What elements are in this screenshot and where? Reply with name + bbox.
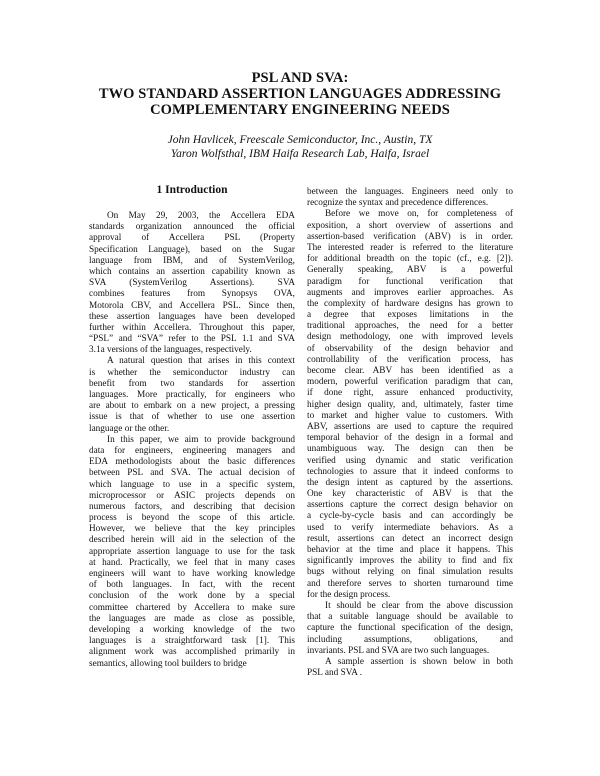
text-line: developing a working knowledge of the two bbox=[89, 624, 295, 635]
text-line: a degree that exposes limitations in the bbox=[307, 310, 513, 321]
text-line: and therefore serves to shorten turnaround time bbox=[307, 578, 513, 589]
text-line: for additional breadth on the topic (cf., e.g. [2]). bbox=[307, 254, 513, 265]
text-line: ABV, assertions are used to capture the required bbox=[307, 421, 513, 432]
text-line: data for engineers, engineering managers and bbox=[89, 445, 295, 456]
text-line: which language to use in a specific system, bbox=[89, 479, 295, 490]
text-line: language from IBM, and of SystemVerilog, bbox=[89, 255, 295, 266]
text-line: significantly improves the ability to find and fix bbox=[307, 556, 513, 567]
text-line: conclusion of the work done by a special bbox=[89, 591, 295, 602]
paper-title bbox=[0, 70, 600, 118]
text-line: higher design quality, and, ultimately, faster time bbox=[307, 399, 513, 410]
text-line: behavior at the time and place it happens. This bbox=[307, 545, 513, 555]
text-line: which contains an assertion capability known as bbox=[89, 266, 295, 277]
text-line: capture the functional specification of the design, bbox=[307, 623, 513, 634]
text-line: engineers will want to have working knowledge bbox=[89, 569, 295, 579]
text-line: recognize the syntax and precedence differences. bbox=[307, 198, 489, 209]
right-column bbox=[307, 187, 513, 679]
text-line: “PSL” and “SVA” refer to the PSL 1.1 and SVA bbox=[89, 334, 295, 345]
text-line: appropriate assertion language to use for the task bbox=[89, 546, 295, 557]
text-line: Specification Language), based on the Sugar bbox=[89, 244, 295, 255]
text-line: combines features from Synopsys OVA, bbox=[89, 289, 295, 300]
text-line: if done right, assure enhanced productivity, bbox=[307, 388, 513, 399]
text-line: is whether the semiconductor industry can bbox=[89, 367, 295, 378]
text-line: microprocessor or ASIC projects depends on bbox=[89, 490, 295, 501]
text-line: process is beyond the scope of this article. bbox=[89, 513, 295, 524]
text-line: Generally speaking, ABV is a powerful bbox=[307, 265, 513, 276]
paragraph bbox=[307, 601, 513, 657]
text-line: However, we believe that the key principles bbox=[89, 524, 295, 535]
text-line: The interested reader is referred to the literature bbox=[307, 242, 513, 253]
text-line: between PSL and SVA. The actual decision of bbox=[89, 468, 295, 479]
text-line: used to verify intermediate behaviors. As a bbox=[307, 522, 513, 533]
text-line: paradigm for functional verification that bbox=[307, 276, 513, 287]
text-line: It should be clear from the above discussion bbox=[325, 600, 513, 611]
text-line: these assertion languages have been developed bbox=[89, 311, 295, 322]
text-line: In this paper, we aim to provide background bbox=[107, 434, 295, 445]
text-line: alignment work was accomplished primarily in bbox=[89, 647, 295, 658]
text-line: EDA methodologists about the basic differences bbox=[89, 457, 295, 468]
paragraph bbox=[89, 435, 295, 670]
text-line: the design intent as captured by the assertions. bbox=[307, 477, 513, 488]
author-line: Yaron Wolfsthal, IBM Haifa Research Lab, Haifa, Israel bbox=[170, 148, 430, 160]
text-line: verified using dynamic and static verification bbox=[307, 455, 513, 466]
paragraph bbox=[307, 209, 513, 601]
text-line: described herein will aid in the selection of the bbox=[89, 535, 295, 546]
text-line: issue is that of whether to use one assertion bbox=[89, 412, 295, 423]
text-line: language or the other. bbox=[89, 423, 170, 434]
text-line: assertion-based verification (ABV) is in order. bbox=[307, 231, 513, 242]
text-line: modern, powerful verification paradigm that can, bbox=[307, 377, 513, 388]
text-line: become clear. ABV has been identified as a bbox=[307, 366, 513, 376]
text-line: unambiguous way. The design can then be bbox=[307, 444, 513, 455]
text-line: at hand. Practically, we feel that in many cases bbox=[89, 557, 295, 568]
text-line: PSL and SVA . bbox=[307, 668, 363, 679]
text-line: that a suitable language should be available to bbox=[307, 612, 513, 623]
text-line: numerous factors, and describing that decision bbox=[89, 501, 295, 512]
text-line: traditional approaches, the need for a better bbox=[307, 321, 513, 332]
author-block bbox=[0, 133, 600, 161]
title-line: PSL AND SVA: bbox=[251, 70, 349, 86]
text-line: semantics, allowing tool builders to bridge bbox=[89, 658, 247, 669]
text-line: approval of Accellera PSL (Property bbox=[89, 233, 295, 244]
text-line: SVA (SystemVerilog Assertions). SVA bbox=[89, 278, 295, 289]
text-line: design methodology, one with improved levels bbox=[307, 332, 513, 343]
text-line: the languages are made as close as possible, bbox=[89, 613, 295, 624]
text-line: technologies to assure that it indeed conforms to bbox=[307, 466, 513, 477]
title-line: TWO STANDARD ASSERTION LANGUAGES ADDRESSING bbox=[98, 86, 502, 102]
text-line: 3.1a versions of the languages, respectively. bbox=[89, 345, 252, 356]
text-line: temporal behavior of the design in a formal and bbox=[307, 433, 513, 444]
text-line: A natural question that arises in this context bbox=[107, 356, 295, 367]
text-line: invariants. PSL and SVA are two such languages. bbox=[307, 645, 490, 656]
left-column bbox=[89, 211, 295, 670]
text-line: including assumptions, obligations, and bbox=[307, 634, 513, 645]
text-line: languages is a straightforward task [1]. This bbox=[89, 636, 295, 647]
text-line: a cycle-by-cycle basis and can accordingly be bbox=[307, 511, 513, 522]
text-line: languages. More practically, for engineers who bbox=[89, 390, 295, 400]
text-line: benefit from two standards for assertion bbox=[89, 378, 295, 389]
text-line: Before we move on, for completeness of bbox=[325, 209, 513, 220]
paragraph bbox=[307, 187, 513, 209]
text-line: augments and improves earlier approaches. As bbox=[307, 287, 513, 298]
text-line: further within Accellera. Throughout this paper, bbox=[89, 322, 295, 333]
text-line: the complexity of hardware designs has grown to bbox=[307, 298, 513, 309]
text-line: A sample assertion is shown below in both bbox=[325, 656, 513, 667]
paragraph bbox=[89, 356, 295, 434]
title-line: COMPLEMENTARY ENGINEERING NEEDS bbox=[150, 102, 450, 118]
text-line: One key characteristic of ABV is that the bbox=[307, 489, 513, 500]
text-line: for the design process. bbox=[307, 589, 391, 600]
paragraph bbox=[89, 211, 295, 356]
text-line: Motorola CBV, and Accellera PSL. Since then, bbox=[89, 300, 295, 311]
text-line: exposition, a short overview of assertions and bbox=[307, 220, 513, 231]
paragraph bbox=[307, 657, 513, 679]
text-line: bugs without relying on final simulation results bbox=[307, 567, 513, 578]
text-line: standards organization announced the official bbox=[89, 222, 295, 233]
author-line: John Havlicek, Freescale Semiconductor, Inc., Austin, TX bbox=[167, 134, 433, 146]
text-line: of observability of the design behavior and bbox=[307, 343, 513, 354]
text-line: to market and higher value to customers. With bbox=[307, 410, 513, 421]
text-line: of both languages. In fact, with the recent bbox=[89, 580, 295, 591]
text-line: committee chartered by Accellera to make sure bbox=[89, 602, 295, 613]
text-line: between the languages. Engineers need only to bbox=[307, 187, 513, 197]
text-line: result, assertions can detect an incorrect design bbox=[307, 533, 513, 544]
text-line: controllability of the verification process, has bbox=[307, 354, 513, 365]
section-heading: 1 Introduction bbox=[156, 184, 228, 196]
text-line: are about to embark on a new project, a pressing bbox=[89, 401, 295, 412]
text-line: assertions capture the correct design behavior on bbox=[307, 500, 513, 511]
text-line: On May 29, 2003, the Accellera EDA bbox=[107, 211, 295, 221]
